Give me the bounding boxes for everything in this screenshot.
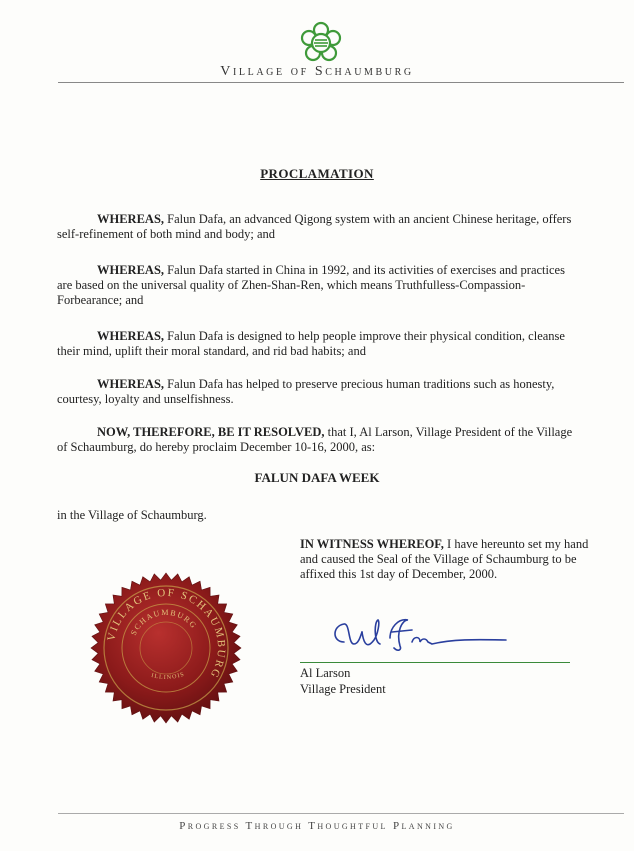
paragraph-lead: WHEREAS,: [97, 263, 165, 277]
seal-ring-text: VILLAGE OF SCHAUMBURG: [105, 586, 228, 682]
village-name: Village of Schaumburg: [220, 64, 414, 79]
footer-motto: Progress Through Thoughtful Planning: [179, 820, 455, 832]
proclamation-title: PROCLAMATION: [260, 166, 374, 181]
paragraph-text: Falun Dafa is designed to help people improve their physical condition, cleanse their mind, uplift their moral standard, and rid bad habits; and: [57, 329, 565, 358]
paragraph-lead: WHEREAS,: [97, 377, 165, 391]
header-divider: [58, 82, 624, 83]
village-emblem-icon: [298, 21, 344, 67]
witness-paragraph: [300, 537, 590, 582]
whereas-paragraph-4: [57, 377, 581, 407]
whereas-paragraph-3: [57, 329, 581, 359]
whereas-paragraph-2: [57, 263, 581, 308]
paragraph-text: Falun Dafa, an advanced Qigong system with an ancient Chinese heritage, offers self-refinement of both mind and body; and: [57, 212, 572, 241]
week-title: FALUN DAFA WEEK: [254, 470, 380, 485]
paragraph-text: that I, Al Larson, Village President of the Village of Schaumburg, do hereby proclaim December 10-16, 2000, as:: [57, 425, 573, 454]
village-seal-icon: [90, 572, 242, 724]
village-line: in the Village of Schaumburg.: [57, 508, 207, 522]
paragraph-lead: NOW, THEREFORE, BE IT RESOLVED,: [97, 425, 325, 439]
seal-bottom-text: ILLINOIS: [150, 671, 186, 682]
resolution-paragraph: [57, 425, 581, 455]
witness-text: I have hereunto set my hand and caused the Seal of the Village of Schaumburg to be affixed this 1st day of December, 2000.: [300, 537, 589, 581]
paragraph-text: Falun Dafa has helped to preserve precious human traditions such as honesty, courtesy, loyalty and unselfishness.: [57, 377, 555, 406]
footer-divider: [58, 813, 624, 814]
signer-name: Al Larson: [300, 666, 351, 680]
paragraph-text: Falun Dafa started in China in 1992, and its activities of exercises and practices are based on the universal quality of Zhen-Shan-Ren, which means Truthfulless-Compassion-Forbearance; and: [57, 263, 565, 307]
whereas-paragraph-1: [57, 212, 581, 242]
signer-title: Village President: [300, 682, 386, 696]
seal-inner-text: SCHAUMBURG: [128, 607, 199, 637]
paragraph-lead: WHEREAS,: [97, 212, 165, 226]
signature-icon: [328, 612, 508, 658]
signature-line: [300, 662, 570, 663]
paragraph-lead: WHEREAS,: [97, 329, 165, 343]
witness-lead: IN WITNESS WHEREOF,: [300, 537, 444, 551]
